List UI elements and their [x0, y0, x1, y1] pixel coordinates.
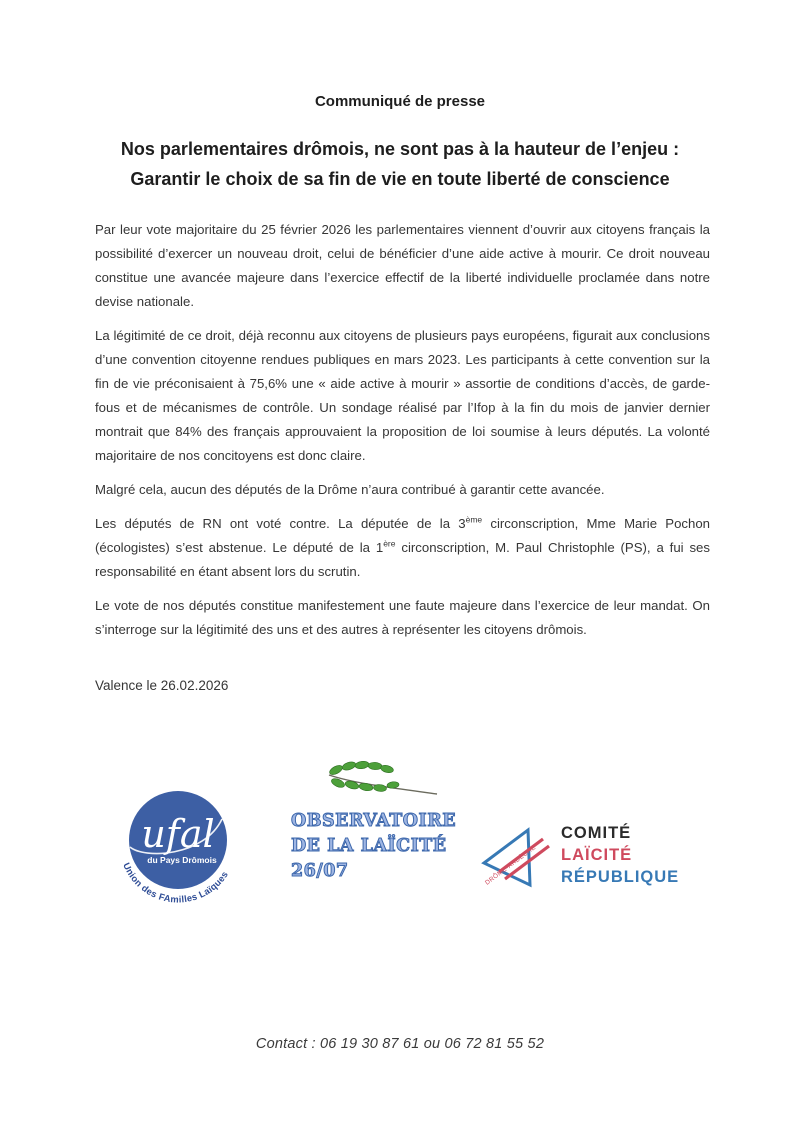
observatoire-text — [291, 809, 457, 884]
title-line-2: Garantir le choix de sa fin de vie en toute liberté de conscience — [130, 169, 670, 189]
document-title — [0, 134, 800, 194]
superscript-eme: ème — [465, 514, 483, 525]
comite-laicite-republique-logo — [481, 817, 679, 897]
paragraph-4-seg3: circonscription, M. Paul Christophle (PS), a fui ses responsabilité en étant absent lors du scrutin. — [95, 540, 710, 579]
clr-text — [561, 822, 679, 888]
paragraph-2: La légitimité de ce droit, déjà reconnu aux citoyens de plusieurs pays européens, figurait aux conclusions d’une convention citoyenne rendues publiques en mars 2023. Les participants à cette convention sur la fin de vie préconisaient à 75,6% une « aide active à mourir » assortie de conditions d’accès, de garde-fous et de mécanismes de contrôle. Un sondage réalisé par l’Ifop à la fin du mois de janvier dernier montrait que 84% des français approuvaient la proposition de loi soumise à leurs députés. La volonté majoritaire de nos concitoyens est donc claire. — [95, 328, 710, 463]
observatoire-line-1: OBSERVATOIRE — [291, 811, 457, 831]
ufal-inner-subtitle: du Pays Drômois — [147, 855, 217, 865]
clr-emblem-text: DRÔME-ARDÈCHE — [483, 843, 538, 887]
clr-line-3: RÉPUBLIQUE — [561, 868, 680, 886]
date-place-line: Valence le 26.02.2026 — [95, 678, 229, 693]
ufal-arc-text: Union des FAmilles Laïques — [121, 861, 231, 905]
paragraph-4 — [95, 512, 710, 584]
clr-emblem-icon — [481, 817, 553, 897]
paragraph-4-seg1: Les députés de RN ont voté contre. La députée de la 3 — [95, 516, 466, 531]
title-line-1: Nos parlementaires drômois, ne sont pas à la hauteur de l’enjeu : — [120, 139, 680, 159]
superscript-ere: ère — [383, 538, 396, 549]
clr-line-1: COMITÉ — [561, 824, 632, 842]
ufal-wordmark: ufal — [141, 812, 215, 856]
contact-line: Contact : 06 19 30 87 61 ou 06 72 81 55 52 — [255, 1036, 545, 1052]
document-body — [95, 218, 710, 642]
paragraph-1: Par leur vote majoritaire du 25 février 2026 les parlementaires viennent d’ouvrir aux citoyens français la possibilité d’exercer un nouveau droit, celui de bénéficier d’une aide active à mourir. Ce droit nouveau constitue une avancée majeure dans l’exercice effectif de la liberté individuelle proclamée dans notre devise nationale. — [95, 222, 710, 309]
clr-line-2: LAÏCITÉ — [561, 846, 633, 864]
paragraph-4-seg2: circonscription, Mme Marie Pochon (écologistes) s’est abstenue. Le député de la 1 — [95, 516, 711, 555]
ufal-logo — [116, 783, 251, 928]
observatoire-line-3: 26/07 — [291, 861, 349, 881]
ufal-logo-icon — [116, 783, 251, 923]
olive-branch-icon — [323, 757, 443, 801]
observatoire-line-2: DE LA LAÏCITÉ — [291, 836, 447, 856]
paragraph-5: Le vote de nos députés constitue manifestement une faute majeure dans l’exercice de leur mandat. On s’interroge sur la légitimité des uns et des autres à représenter les citoyens drômois. — [95, 598, 710, 637]
document-kicker: Communiqué de presse — [314, 93, 486, 110]
observatoire-logo — [291, 757, 457, 884]
paragraph-3: Malgré cela, aucun des députés de la Drôme n’aura contribué à garantir cette avancée. — [95, 482, 605, 497]
